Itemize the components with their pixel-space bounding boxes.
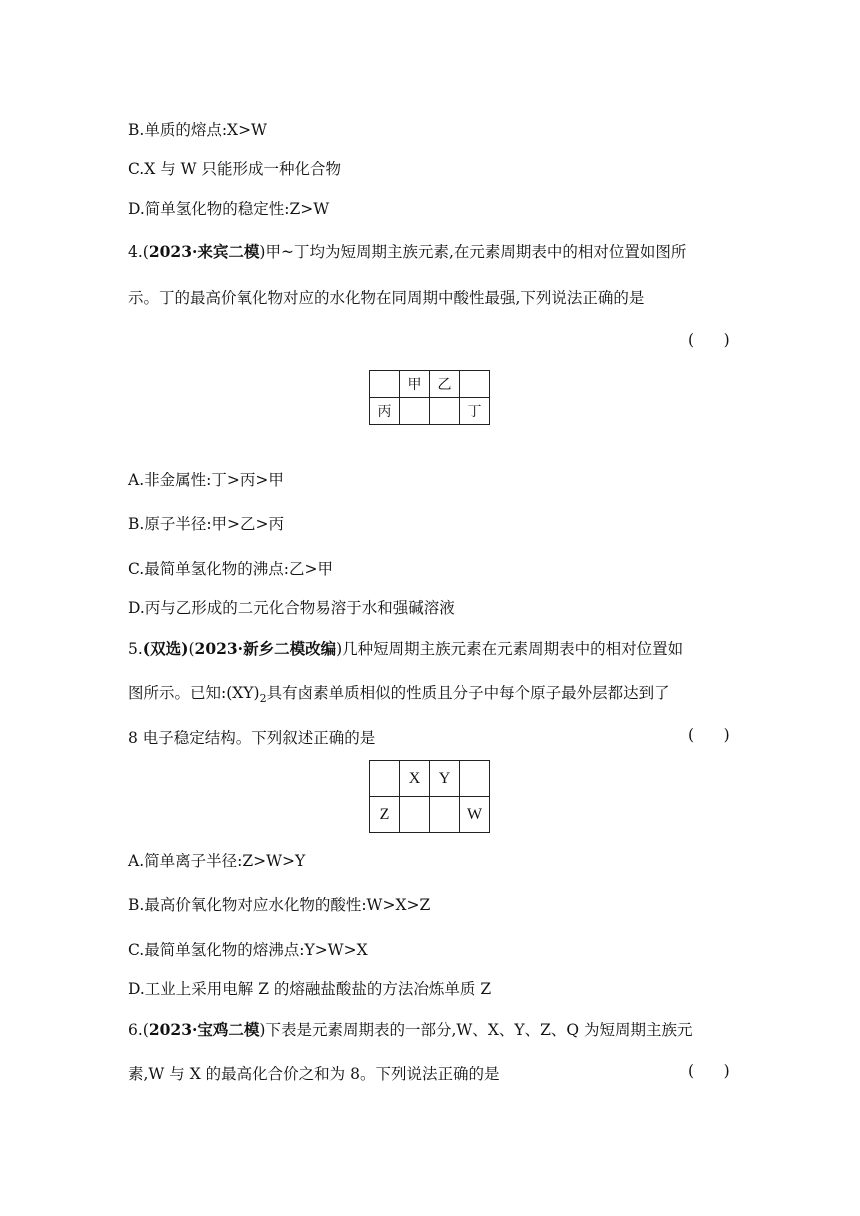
q6-close: ) <box>259 1021 266 1039</box>
table-cell <box>460 371 490 398</box>
q3-option-d: D.简单氢化物的稳定性:Z>W <box>128 200 330 218</box>
q5-stem-line2 <box>128 681 670 705</box>
q4-source: 2023·来宾二模 <box>148 242 260 261</box>
table-cell <box>400 797 430 833</box>
q4-option-d: D.丙与乙形成的二元化合物易溶于水和强碱溶液 <box>128 599 455 617</box>
q5-option-a: A.简单离子半径:Z>W>Y <box>128 852 306 870</box>
table-cell: 丙 <box>370 398 400 425</box>
q6-answer-paren: ( ) <box>688 1062 730 1080</box>
q5-stem-text: 几种短周期主族元素在元素周期表中的相对位置如 <box>342 640 684 658</box>
q5-answer-paren: ( ) <box>688 726 730 744</box>
q3-option-b: B.单质的熔点:X>W <box>128 121 267 139</box>
q5-option-b: B.最高价氧化物对应水化物的酸性:W>X>Z <box>128 896 431 914</box>
q6-stem-line2: 素,W 与 X 的最高化合价之和为 8。下列说法正确的是 <box>128 1065 500 1083</box>
q5-stem-line2-a: 图所示。已知:(XY) <box>128 684 260 702</box>
q4-answer-paren: ( ) <box>688 331 730 349</box>
table-cell <box>430 398 460 425</box>
table-row <box>370 398 490 425</box>
q5-close: ) <box>336 640 343 658</box>
table-cell: Y <box>430 761 460 797</box>
q5-number: 5. <box>128 640 143 658</box>
table-cell <box>370 761 400 797</box>
table-cell <box>460 761 490 797</box>
table-cell: 丁 <box>460 398 490 425</box>
table-row <box>370 371 490 398</box>
q5-stem-line2-b: 具有卤素单质相似的性质且分子中每个原子最外层都达到了 <box>266 684 670 702</box>
table-cell: 乙 <box>430 371 460 398</box>
q5-stem-line3: 8 电子稳定结构。下列叙述正确的是 <box>128 729 376 747</box>
q4-close: ) <box>259 243 266 261</box>
q5-source: 2023·新乡二模改编 <box>194 639 337 658</box>
table-cell: 甲 <box>400 371 430 398</box>
q5-subscript: 2 <box>259 692 267 706</box>
table-row <box>370 761 490 797</box>
q4-stem-text: 甲~丁均为短周期主族元素,在元素周期表中的相对位置如图所 <box>265 243 687 261</box>
table-row <box>370 797 490 833</box>
q5-tag: (双选) <box>142 639 189 658</box>
q4-stem-line1 <box>128 240 686 262</box>
table-cell <box>430 797 460 833</box>
q5-periodic-table <box>369 760 490 833</box>
q4-periodic-table <box>369 370 490 425</box>
q5-option-d: D.工业上采用电解 Z 的熔融盐酸盐的方法冶炼单质 Z <box>128 980 492 998</box>
table-cell: Z <box>370 797 400 833</box>
q4-stem-line2: 示。丁的最高价氧化物对应的水化物在同周期中酸性最强,下列说法正确的是 <box>128 289 645 307</box>
q3-option-c: C.X 与 W 只能形成一种化合物 <box>128 160 341 178</box>
q4-number: 4.( <box>128 243 149 261</box>
q5-stem-line1 <box>128 637 683 659</box>
table-cell: W <box>460 797 490 833</box>
q6-number: 6.( <box>128 1021 149 1039</box>
q6-stem-text: 下表是元素周期表的一部分,W、X、Y、Z、Q 为短周期主族元 <box>265 1021 693 1039</box>
table-cell: X <box>400 761 430 797</box>
table-cell <box>400 398 430 425</box>
q4-option-b: B.原子半径:甲>乙>丙 <box>128 515 285 533</box>
q5-option-c: C.最简单氢化物的熔沸点:Y>W>X <box>128 941 368 959</box>
q5-open: ( <box>188 640 195 658</box>
q6-source: 2023·宝鸡二模 <box>148 1020 260 1039</box>
q4-option-c: C.最简单氢化物的沸点:乙>甲 <box>128 560 333 578</box>
table-cell <box>370 371 400 398</box>
q6-stem-line1 <box>128 1018 693 1040</box>
q4-option-a: A.非金属性:丁>丙>甲 <box>128 471 284 489</box>
